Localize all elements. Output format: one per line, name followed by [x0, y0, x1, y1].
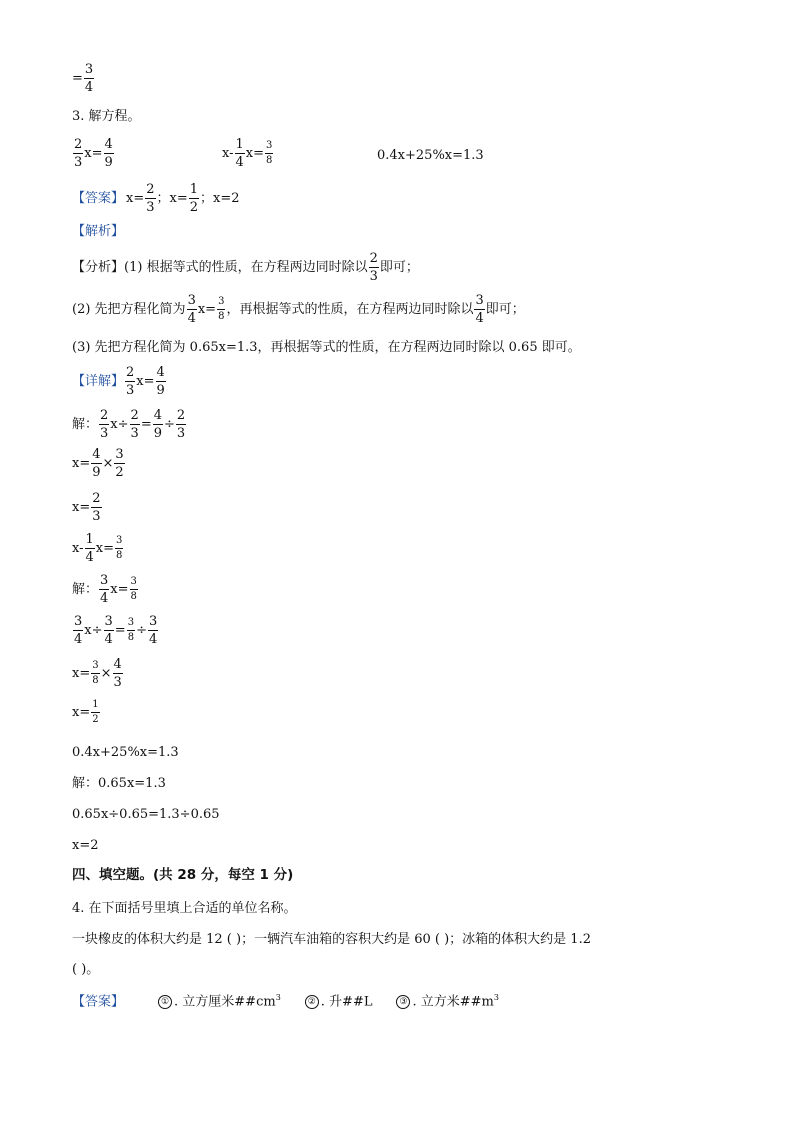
- section-heading: 四、填空题。(共 28 分，每空 1 分): [72, 867, 294, 883]
- analysis-step-1: 【分析】(1) 根据等式的性质，在方程两边同时除以 $\frac{2}{3}$ 即可；: [72, 251, 419, 284]
- answer-line: 【答案】 x= $\frac{2}{3}$ ；x= $\frac{1}{2}$ ；x=2: [72, 182, 240, 215]
- solve-step: x= $\frac{1}{2}$: [72, 699, 99, 725]
- solve-step: 解：0.65x=1.3: [72, 776, 166, 791]
- solve-step: x= $\frac{3}{8}$ × $\frac{4}{3}$: [72, 657, 122, 690]
- question-4-line-1: 一块橡皮的体积大约是 12 ( )；一辆汽车油箱的容积大约是 60 ( )；冰箱的体积大约是 1.2: [72, 932, 591, 947]
- question-3-title: 3. 解方程。: [72, 109, 141, 124]
- answer-tag: 【答案】: [72, 994, 125, 1010]
- solve-step: x= $\frac{4}{9}$ × $\frac{3}{2}$: [72, 447, 124, 480]
- answer-4-line: 【答案】 ① . 立方厘米$\#\#cm^3$ ② . 升##L ③ . 立方米$\#\#m^3$: [72, 993, 499, 1010]
- solve-step: 解： $\frac{2}{3}$ x÷ $\frac{2}{3}$ = $\frac{4}{9}$ ÷ $\frac{2}{3}$: [72, 408, 186, 441]
- solve-step: x=2: [72, 838, 99, 853]
- solve-step: 0.65x÷0.65=1.3÷0.65: [72, 807, 220, 822]
- analysis-step-3: (3) 先把方程化简为 0.65x=1.3，再根据等式的性质，在方程两边同时除以 0.65 即可。: [72, 340, 581, 355]
- solve-step: 0.4x+25%x=1.3: [72, 745, 179, 760]
- equation-3: 0.4x+25%x=1.3: [377, 148, 484, 163]
- solve-step: $\frac{3}{4}$ x÷ $\frac{3}{4}$ = $\frac{3}{8}$ ÷ $\frac{3}{4}$: [74, 614, 158, 647]
- equation-2: x- $\frac{1}{4}$ x= $\frac{3}{8}$: [222, 137, 273, 170]
- solve-step: x= $\frac{2}{3}$: [72, 491, 101, 524]
- detail-heading: 【详解】 $\frac{2}{3}$ x= $\frac{4}{9}$: [72, 365, 165, 398]
- question-4-title: 4. 在下面括号里填上合适的单位名称。: [72, 901, 297, 916]
- solve-step: x- $\frac{1}{4}$ x= $\frac{3}{8}$: [72, 532, 123, 565]
- solve-step: 解： $\frac{3}{4}$ x= $\frac{3}{8}$: [72, 573, 137, 606]
- answer-tag: 【答案】: [72, 191, 125, 206]
- equation-1: $\frac{2}{3}$ x= $\frac{4}{9}$: [74, 137, 113, 170]
- analysis-step-2: (2) 先把方程化简为 $\frac{3}{4}$ x= $\frac{3}{8}$ ，再根据等式的性质，在方程两边同时除以 $\frac{3}{4}$ 即可；: [72, 293, 525, 326]
- question-4-line-2: ( )。: [72, 962, 100, 977]
- result-line: = $\frac{3}{4}$: [72, 62, 94, 95]
- analysis-tag: 【解析】: [72, 224, 125, 239]
